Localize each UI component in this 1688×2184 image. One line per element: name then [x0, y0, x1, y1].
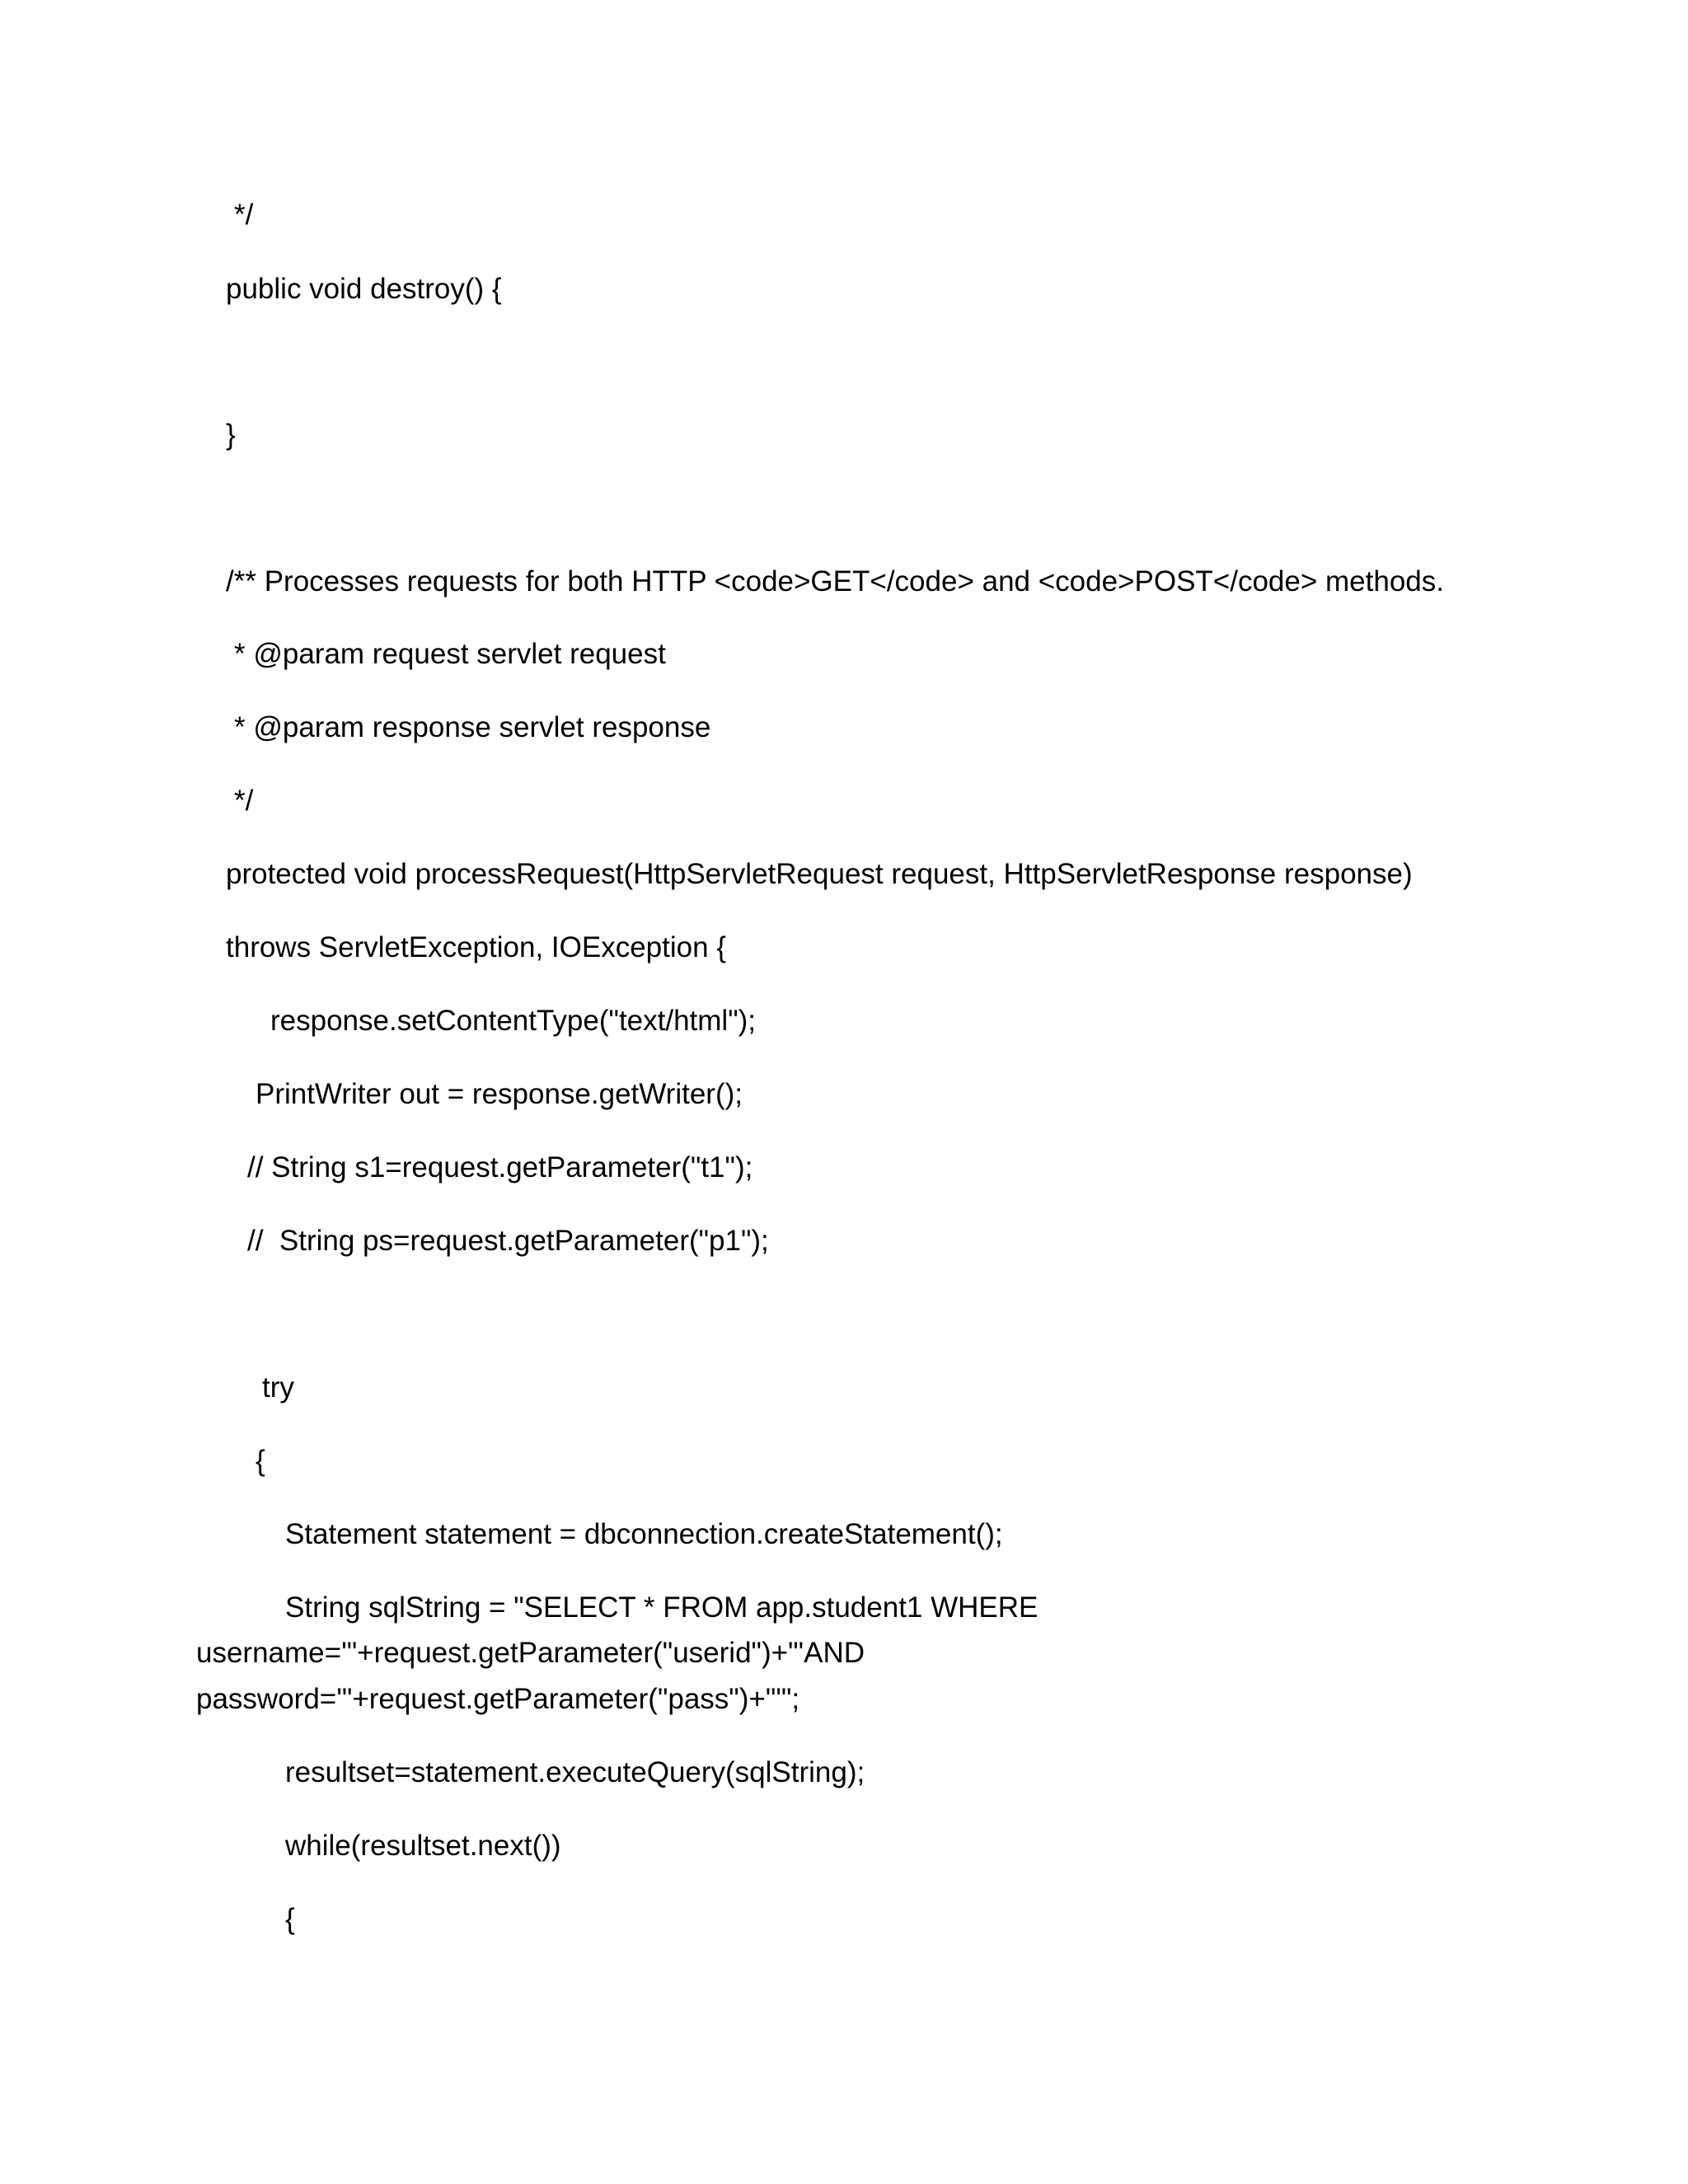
code-line: response.setContentType("text/html");	[270, 1005, 757, 1037]
code-line: public void destroy() {	[226, 273, 502, 305]
code-line: String sqlString = "SELECT * FROM app.student1 WHERE	[285, 1591, 1039, 1624]
code-line: username='"+request.getParameter("userid")+"'AND	[196, 1637, 865, 1669]
code-line: throws ServletException, IOException {	[226, 931, 726, 963]
code-line: * @param response servlet response	[234, 711, 711, 743]
code-line: {	[256, 1445, 265, 1477]
code-line: resultset=statement.executeQuery(sqlString);	[285, 1756, 865, 1788]
code-line: PrintWriter out = response.getWriter();	[256, 1078, 743, 1110]
code-line: */	[234, 785, 254, 817]
code-line: try	[262, 1371, 294, 1404]
code-line: * @param request servlet request	[234, 638, 666, 670]
code-line: protected void processRequest(HttpServletRequest request, HttpServletResponse response)	[226, 858, 1413, 890]
code-line: */	[234, 199, 254, 231]
code-line: // String s1=request.getParameter("t1");	[247, 1151, 753, 1183]
code-line: Statement statement = dbconnection.createStatement();	[285, 1518, 1003, 1550]
code-line: /** Processes requests for both HTTP <code>GET</code> and <code>POST</code> methods.	[226, 565, 1444, 598]
code-line: {	[285, 1903, 295, 1935]
code-line: while(resultset.next())	[285, 1830, 561, 1862]
code-line: }	[226, 419, 236, 451]
code-line: password='"+request.getParameter("pass")+"'";	[196, 1683, 800, 1715]
code-line: // String ps=request.getParameter("p1");	[247, 1225, 769, 1257]
